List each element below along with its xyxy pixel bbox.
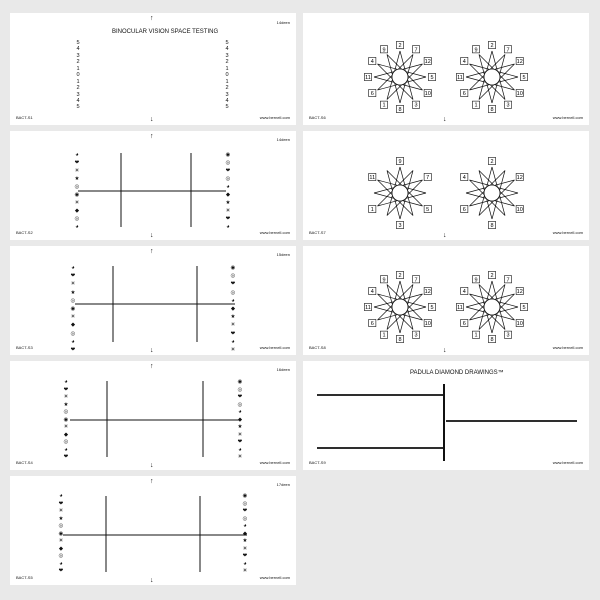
star-label: 9 [474, 277, 478, 284]
star-label: 8 [490, 107, 494, 113]
star-label: 3 [506, 102, 510, 109]
star-center-circle [392, 299, 408, 315]
star-label: 3 [398, 223, 402, 229]
star-label: 12 [424, 59, 431, 65]
star-label: 6 [462, 321, 466, 327]
star-label: 3 [414, 332, 418, 339]
arrow-up-icon: ↑ [150, 478, 154, 485]
star-label: 8 [490, 337, 494, 343]
arrow-down-icon: ↓ [150, 232, 154, 239]
card-url: www.bernell.com [552, 230, 583, 235]
star-label: 1 [474, 332, 478, 339]
star-label: 12 [516, 59, 523, 65]
card-binocular-space-testing [10, 13, 296, 125]
symbol-column-left: ◕ ❤ ☀ ★ ◎ ◉ ☀ ◆ ◎ ◕ ❤ [70, 265, 76, 353]
star-figures [303, 13, 589, 125]
symbol-column-left: ◕ ❤ ☀ ★ ◎ ◉ ☀ ◆ ◎ ◕ ❤ [58, 493, 64, 574]
star-label: 3 [414, 102, 418, 109]
star-label: 8 [398, 337, 402, 343]
star-label: 10 [516, 207, 523, 213]
symbol-column-right: ◉ ◎ ❤ ◎ ◕ ◆ ★ ☀ ❤ ◕ ☀ [242, 493, 248, 574]
number-column-right: 5 4 3 2 1 0 1 2 3 4 5 [225, 40, 229, 111]
card-size-label: 17deen [276, 482, 290, 487]
star-figures [303, 246, 589, 355]
card-code: BACT-S4 [16, 460, 33, 465]
cross-lines [10, 476, 296, 585]
cross-lines [10, 361, 296, 470]
cross-lines [10, 246, 296, 355]
star-center-circle [484, 185, 500, 201]
star-label: 6 [462, 91, 466, 97]
star-label: 4 [462, 175, 466, 181]
star-label: 5 [426, 207, 430, 213]
card-star-pair [303, 131, 589, 240]
star-center-circle [484, 299, 500, 315]
star-label: 10 [424, 321, 431, 327]
card-title: PADULA DIAMOND DRAWINGS™ [410, 370, 504, 376]
star-label: 7 [414, 47, 418, 54]
star-label: 1 [382, 332, 386, 339]
star-center-circle [392, 185, 408, 201]
card-code: BACT-S2 [16, 230, 33, 235]
star-label: 9 [474, 47, 478, 54]
arrow-up-icon: ↑ [150, 133, 154, 140]
star-label: 6 [370, 91, 374, 97]
card-size-label: 15deen [276, 252, 290, 257]
card-code: BACT-S7 [309, 230, 326, 235]
star-label: 7 [414, 277, 418, 284]
card-url: www.bernell.com [552, 345, 583, 350]
star-label: 7 [426, 175, 430, 181]
arrow-down-icon: ↓ [150, 347, 154, 354]
star-label: 12 [424, 289, 431, 295]
star-label: 11 [457, 75, 463, 81]
card-cross-target [10, 361, 296, 470]
star-label: 10 [516, 91, 523, 97]
star-label: 8 [398, 107, 402, 113]
star-label: 7 [506, 277, 510, 284]
card-code: BACT-S6 [309, 115, 326, 120]
card-url: www.bernell.com [259, 460, 290, 465]
star-label: 9 [398, 159, 402, 165]
card-url: www.bernell.com [552, 460, 583, 465]
card-url: www.bernell.com [552, 115, 583, 120]
star-label: 2 [398, 43, 402, 49]
star-label: 2 [398, 273, 402, 279]
card-cross-target [10, 246, 296, 355]
star-label: 11 [365, 75, 371, 81]
symbol-column-left: ◕ ❤ ☀ ★ ◎ ◉ ☀ ◆ ◎ ◕ ❤ [63, 379, 69, 460]
card-title: BINOCULAR VISION SPACE TESTING [112, 29, 219, 35]
card-url: www.bernell.com [259, 345, 290, 350]
star-label: 12 [516, 289, 523, 295]
star-label: 2 [490, 273, 494, 279]
card-size-label: 14deen [276, 20, 290, 25]
card-cross-target [10, 476, 296, 585]
card-url: www.bernell.com [259, 575, 290, 580]
star-center-circle [392, 69, 408, 85]
star-label: 3 [506, 332, 510, 339]
card-star-pair [303, 13, 589, 125]
star-label: 10 [516, 321, 523, 327]
symbol-column-right: ◉ ◎ ❤ ◎ ◕ ◆ ★ ☀ ❤ ◕ [225, 152, 231, 230]
card-code: BACT-S1 [16, 115, 33, 120]
card-code: BACT-S9 [309, 460, 326, 465]
star-label: 5 [522, 75, 526, 81]
star-figures [303, 131, 589, 240]
card-size-label: 16deen [276, 367, 290, 372]
card-padula-diamond [303, 361, 589, 470]
star-label: 2 [490, 159, 494, 165]
card-code: BACT-S8 [309, 345, 326, 350]
arrow-up-icon: ↑ [150, 363, 154, 370]
card-cross-target [10, 131, 296, 240]
card-url: www.bernell.com [259, 230, 290, 235]
star-label: 11 [457, 305, 463, 311]
padula-lines [303, 361, 589, 470]
arrow-down-icon: ↓ [443, 232, 447, 239]
card-size-label: 14deen [276, 137, 290, 142]
arrow-down-icon: ↓ [443, 116, 447, 123]
star-label: 12 [516, 175, 523, 181]
arrow-down-icon: ↓ [150, 577, 154, 584]
arrow-down-icon: ↓ [150, 462, 154, 469]
star-label: 1 [474, 102, 478, 109]
star-label: 9 [382, 47, 386, 54]
star-label: 2 [490, 43, 494, 49]
arrow-down-icon: ↓ [150, 116, 154, 123]
star-label: 1 [382, 102, 386, 109]
arrow-up-icon: ↑ [150, 248, 154, 255]
arrow-up-icon: ↑ [150, 15, 154, 22]
star-label: 8 [490, 223, 494, 229]
star-label: 4 [462, 59, 466, 65]
star-label: 7 [506, 47, 510, 54]
card-star-pair [303, 246, 589, 355]
symbol-column-left: ◕ ❤ ☀ ★ ◎ ◉ ☀ ◆ ◎ ◕ [74, 152, 80, 230]
star-label: 4 [462, 289, 466, 295]
star-label: 5 [430, 305, 434, 311]
arrow-down-icon: ↓ [443, 347, 447, 354]
star-label: 6 [370, 321, 374, 327]
star-center-circle [484, 69, 500, 85]
star-label: 4 [370, 59, 374, 65]
star-label: 11 [369, 175, 376, 181]
card-code: BACT-S5 [16, 575, 33, 580]
number-column-left: 5 4 3 2 1 0 1 2 3 4 5 [76, 40, 80, 111]
star-label: 4 [370, 289, 374, 295]
star-label: 11 [365, 305, 371, 311]
star-label: 1 [370, 207, 374, 213]
symbol-column-right: ◉ ◎ ❤ ◎ ◕ ◆ ★ ☀ ❤ ◕ ☀ [237, 379, 243, 460]
star-label: 5 [522, 305, 526, 311]
star-label: 10 [424, 91, 431, 97]
star-label: 9 [382, 277, 386, 284]
cross-lines [10, 131, 296, 240]
symbol-column-right: ◉ ◎ ❤ ◎ ◕ ◆ ★ ☀ ❤ ◕ ☀ [230, 265, 236, 353]
card-code: BACT-S3 [16, 345, 33, 350]
star-label: 6 [462, 207, 466, 213]
star-label: 5 [430, 75, 434, 81]
card-url: www.bernell.com [259, 115, 290, 120]
